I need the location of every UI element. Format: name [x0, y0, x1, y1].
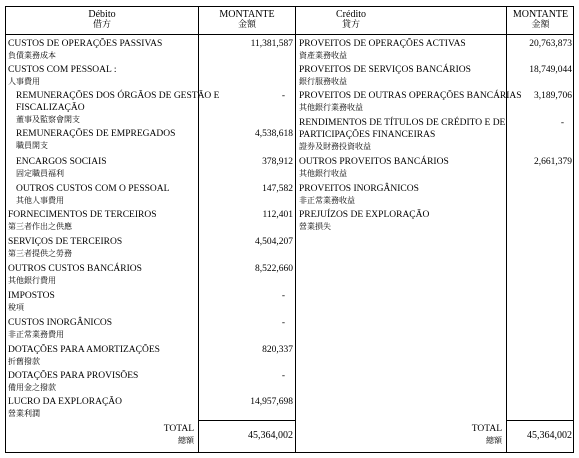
credit-row-value: - [560, 118, 564, 128]
debit-row-label [8, 38, 197, 62]
credit-total-value: 45,364,002 [527, 430, 572, 441]
row-label-zh: 第三者提供之勞務 [8, 249, 72, 258]
debit-header [6, 9, 198, 31]
row-label-pt: PROVEITOS DE OUTRAS OPERAÇÕES BANCÁRIAS [299, 91, 522, 101]
debit-header-zh: 借方 [92, 20, 111, 30]
row-label-zh: 備用金之撥款 [8, 383, 56, 392]
debit-row-label [16, 183, 197, 207]
column-divider [198, 6, 199, 453]
total-label-pt: TOTAL [163, 424, 194, 434]
credit-row-label [299, 38, 505, 62]
debit-row-label [8, 290, 197, 314]
debit-row-value: - [281, 371, 285, 381]
row-label-zh: 固定職員福利 [16, 169, 64, 178]
row-label-pt: FISCALIZAÇÃO [16, 103, 85, 113]
row-label-zh: 稅項 [8, 303, 24, 312]
row-label-pt: REMUNERAÇÕES DE EMPREGADOS [16, 129, 176, 139]
row-label-pt: RENDIMENTOS DE TÍTULOS DE CRÉDITO E DE [299, 118, 506, 128]
row-label-zh: 其他人事費用 [16, 196, 64, 205]
row-label-pt: REMUNERAÇÕES DOS ÓRGÃOS DE GESTÃO E [16, 91, 220, 101]
row-label-zh: 折舊撥款 [8, 357, 40, 366]
debit-row-value: 820,337 [262, 345, 293, 355]
row-label-pt: DOTAÇÕES PARA AMORTIZAÇÕES [8, 345, 160, 355]
credit-total-label [420, 424, 502, 446]
credit-row-value: 20,763,873 [529, 39, 572, 49]
credit-row-label [299, 64, 505, 88]
credit-row-value: 2,661,379 [534, 157, 572, 167]
row-label-pt: PROVEITOS INORGÂNICOS [299, 184, 419, 194]
row-label-zh: 營業利潤 [8, 409, 40, 418]
credit-header-zh: 貸方 [341, 20, 360, 30]
row-label-pt: PROVEITOS DE OPERAÇÕES ACTIVAS [299, 39, 466, 49]
amount-header-zh: 金額 [237, 20, 256, 30]
row-label-zh: 第三者作出之供應 [8, 222, 72, 231]
row-label-zh: 非正常業務費用 [8, 330, 64, 339]
row-label-pt: CUSTOS COM PESSOAL : [8, 65, 117, 75]
debit-row-value: - [281, 291, 285, 301]
row-label-pt: OUTROS PROVEITOS BANCÁRIOS [299, 157, 449, 167]
credit-row-label [299, 209, 505, 233]
row-label-zh: 證券及財務投資收益 [299, 142, 371, 151]
debit-row-value: 4,538,618 [255, 129, 293, 139]
debit-amount-header [199, 9, 295, 31]
row-label-zh: 銀行服務收益 [299, 77, 347, 86]
debit-row-label [8, 317, 197, 341]
debit-total-label [110, 424, 194, 446]
row-label-zh: 其他銀行費用 [8, 276, 56, 285]
amount-header-zh: 金額 [531, 20, 550, 30]
debit-row-label [16, 156, 197, 180]
debit-header-pt: Débito [88, 9, 116, 20]
debit-row-label [16, 90, 220, 126]
total-label-zh: 總額 [486, 436, 502, 445]
debit-row-value: - [281, 318, 285, 328]
debit-row-value: 8,522,660 [255, 264, 293, 274]
debit-row-label [8, 236, 197, 260]
total-label-pt: TOTAL [471, 424, 502, 434]
row-label-zh: 營業損失 [299, 222, 331, 231]
credit-header-pt: Crédito [336, 9, 366, 20]
credit-row-label [299, 156, 505, 180]
debit-row-label [8, 344, 197, 368]
credit-row-label [299, 90, 522, 114]
row-label-pt: CUSTOS INORGÂNICOS [8, 318, 113, 328]
debit-row-label [8, 396, 197, 420]
row-label-pt: PROVEITOS DE SERVIÇOS BANCÁRIOS [299, 65, 471, 75]
row-label-pt: LUCRO DA EXPLORAÇÃO [8, 397, 123, 407]
row-label-pt: ENCARGOS SOCIAIS [16, 157, 107, 167]
row-label-pt: SERVIÇOS DE TERCEIROS [8, 237, 123, 247]
debit-row-label [16, 128, 197, 152]
row-label-pt: CUSTOS DE OPERAÇÕES PASSIVAS [8, 39, 163, 49]
credit-header [296, 9, 406, 31]
debit-row-label [8, 64, 197, 88]
column-divider [295, 6, 296, 453]
credit-row-value: 3,189,706 [534, 91, 572, 101]
credit-row-label [299, 117, 505, 153]
debit-row-value: 378,912 [262, 157, 293, 167]
header-divider [5, 34, 574, 35]
row-label-zh: 非正常業務收益 [299, 196, 355, 205]
row-label-pt: PREJUÍZOS DE EXPLORAÇÃO [299, 210, 430, 220]
row-label-pt: DOTAÇÕES PARA PROVISÕES [8, 371, 139, 381]
total-divider [506, 420, 574, 421]
debit-row-value: 112,401 [262, 210, 293, 220]
debit-total-value: 45,364,002 [248, 430, 293, 441]
amount-header-pt: MONTANTE [219, 9, 275, 20]
total-label-zh: 總額 [178, 436, 194, 445]
row-label-pt: IMPOSTOS [8, 291, 55, 301]
amount-header-pt: MONTANTE [512, 9, 569, 20]
credit-row-value: 18,749,044 [529, 65, 572, 75]
row-label-zh: 其他銀行收益 [299, 169, 347, 178]
debit-row-label [8, 209, 197, 233]
row-label-pt: FORNECIMENTOS DE TERCEIROS [8, 210, 157, 220]
debit-row-label [8, 370, 197, 394]
credit-amount-header [507, 9, 574, 31]
debit-row-value: 4,504,207 [255, 237, 293, 247]
row-label-zh: 人事費用 [8, 77, 40, 86]
row-label-zh: 資產業務收益 [299, 51, 347, 60]
row-label-pt: OUTROS CUSTOS BANCÁRIOS [8, 264, 142, 274]
debit-row-label [8, 263, 197, 287]
debit-row-value: 11,381,587 [250, 39, 293, 49]
row-label-zh: 其他銀行業務收益 [299, 103, 363, 112]
row-label-zh: 職員開支 [16, 141, 48, 150]
row-label-pt: PARTICIPAÇÕES FINANCEIRAS [299, 130, 436, 140]
row-label-zh: 董事及監察會開支 [16, 115, 80, 124]
debit-row-value: 147,582 [262, 184, 293, 194]
debit-row-value: 14,957,698 [250, 397, 293, 407]
row-label-zh: 負債業務成本 [8, 51, 56, 60]
row-label-pt: OUTROS CUSTOS COM O PESSOAL [16, 184, 170, 194]
total-divider [198, 420, 295, 421]
credit-row-label [299, 183, 505, 207]
debit-row-value: - [281, 91, 285, 101]
